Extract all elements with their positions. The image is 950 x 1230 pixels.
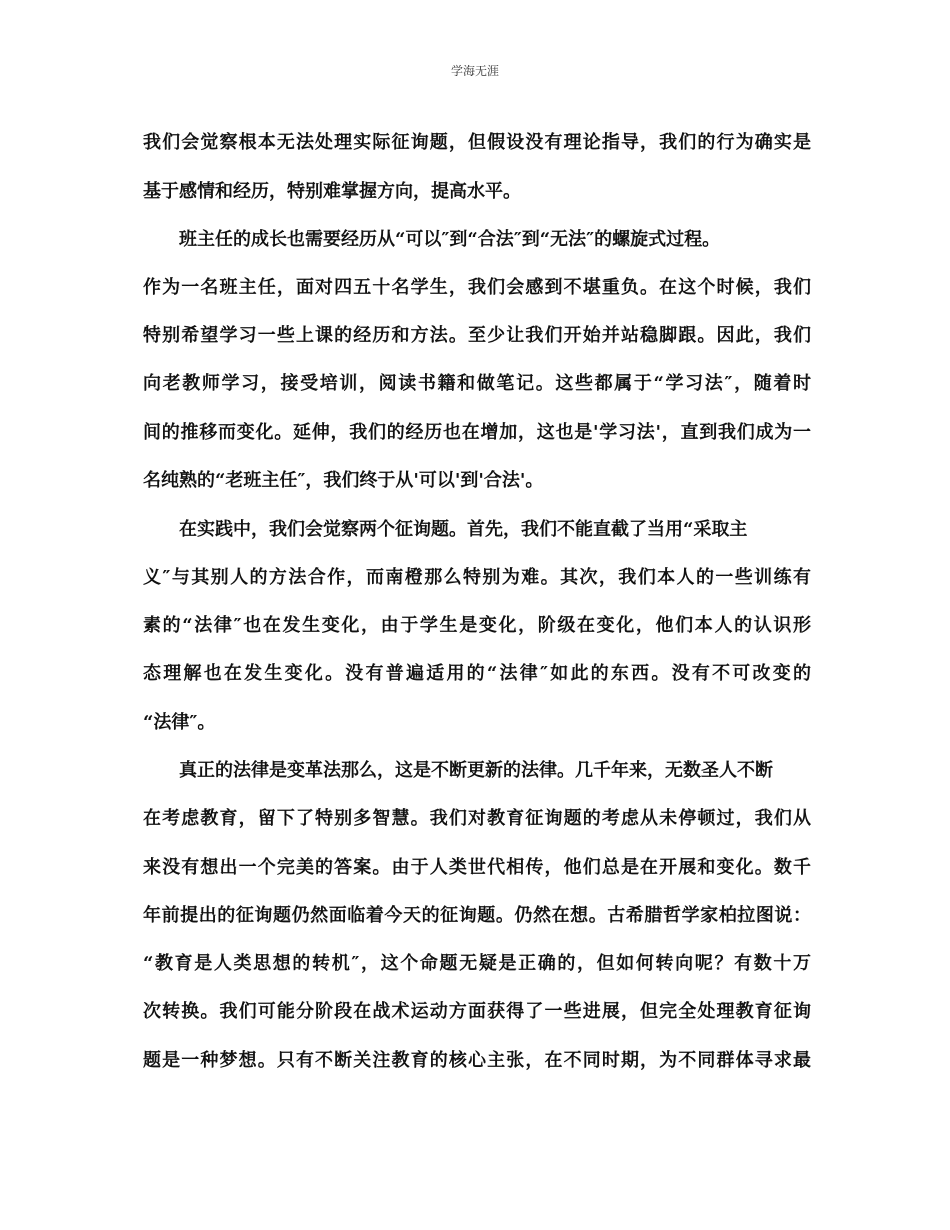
body-line-1: 我们会觉察根本无法处理实际征询题，但假设没有理论指导，我们的行为确实是: [143, 132, 811, 153]
body-line-10: 义″与其别人的方法合作，而南橙那么特别为难。其次，我们本人的一些训练有: [143, 567, 811, 588]
body-line-13: “法律″。: [143, 712, 216, 733]
body-line-2: 基于感情和经历，特别难掌握方向，提高水平。: [143, 181, 521, 202]
body-line-5: 特别希望学习一些上课的经历和方法。至少让我们开始并站稳脚跟。因此，我们: [143, 325, 811, 346]
body-line-18: “教育是人类思想的转机″，这个命题无疑是正确的，但如何转向呢？有数十万: [143, 953, 811, 974]
body-line-7: 间的推移而变化。延伸，我们的经历也在增加，这也是'学习法'，直到我们成为一: [143, 422, 811, 443]
body-line-11: 素的“法律″也在发生变化，由于学生是变化，阶级在变化，他们本人的认识形: [143, 615, 811, 636]
body-line-8: 名纯熟的“老班主任″，我们终于从'可以'到'合法'。: [143, 470, 544, 491]
body-line-9: 在实践中，我们会觉察两个征询题。首先，我们不能直截了当用“采取主: [143, 519, 748, 540]
body-line-20: 题是一种梦想。只有不断关注教育的核心主张，在不同时期，为不同群体寻求最: [143, 1050, 811, 1071]
page-header: 学海无涯: [450, 64, 499, 78]
body-line-14: 真正的法律是变革法那么，这是不断更新的法律。几千年来，无数圣人不断: [143, 760, 773, 781]
body-line-3: 班主任的成长也需要经历从“可以″到“合法″到“无法″的螺旋式过程。: [143, 229, 721, 250]
body-line-19: 次转换。我们可能分阶段在战术运动方面获得了一些进展，但完全处理教育征询: [143, 1001, 811, 1022]
body-line-15: 在考虑教育，留下了特别多智慧。我们对教育征询题的考虑从未停顿过，我们从: [143, 808, 811, 829]
body-line-12: 态理解也在发生变化。没有普遍适用的“法律″如此的东西。没有不可改变的: [143, 663, 811, 684]
body-line-17: 年前提出的征询题仍然面临着今天的征询题。仍然在想。古希腊哲学家柏拉图说：: [143, 905, 811, 926]
body-line-4: 作为一名班主任，面对四五十名学生，我们会感到不堪重负。在这个时候，我们: [143, 277, 811, 298]
body-line-16: 来没有想出一个完美的答案。由于人类世代相传，他们总是在开展和变化。数千: [143, 857, 811, 878]
body-line-6: 向老教师学习，接受培训，阅读书籍和做笔记。这些都属于“学习法″，随着时: [143, 373, 811, 394]
